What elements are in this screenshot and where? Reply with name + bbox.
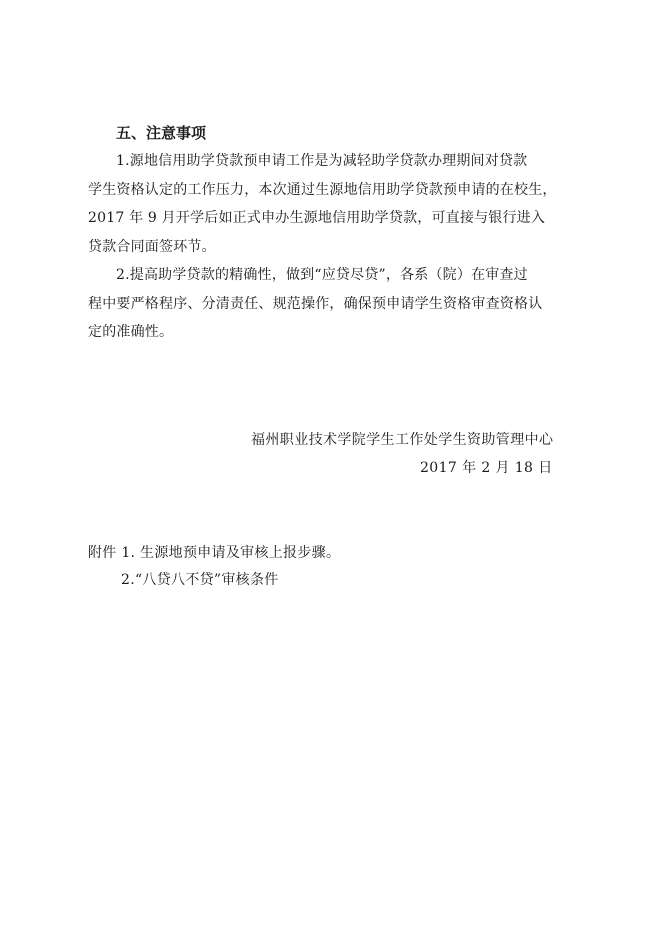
attachment-item-1: 附件 1. 生源地预申请及审核上报步骤。 [88, 545, 341, 561]
paragraph-1-line-4: 贷款合同面签环节。 [88, 239, 216, 255]
signature-organization: 福州职业技术学院学生工作处学生资助管理中心 [251, 432, 554, 448]
paragraph-1-line-3: 2017 年 9 月开学后如正式申办生源地信用助学贷款，可直接与银行进入 [88, 210, 546, 226]
paragraph-2-line-1: 2.提高助学贷款的精确性，做到“应贷尽贷”，各系（院）在审查过 [116, 267, 528, 283]
paragraph-1-line-1: 1.源地信用助学贷款预申请工作是为减轻助学贷款办理期间对贷款 [116, 153, 528, 169]
attachment-item-2: 2.“八贷八不贷”审核条件 [121, 572, 279, 588]
paragraph-2-line-2: 程中要严格程序、分清责任、规范操作，确保预申请学生资格审查资格认 [88, 296, 543, 312]
signature-date: 2017 年 2 月 18 日 [420, 460, 553, 476]
paragraph-1-line-2: 学生资格认定的工作压力，本次通过生源地信用助学贷款预申请的在校生， [88, 182, 557, 198]
paragraph-2-line-3: 定的准确性。 [88, 324, 174, 340]
section-heading: 五、注意事项 [116, 124, 207, 142]
